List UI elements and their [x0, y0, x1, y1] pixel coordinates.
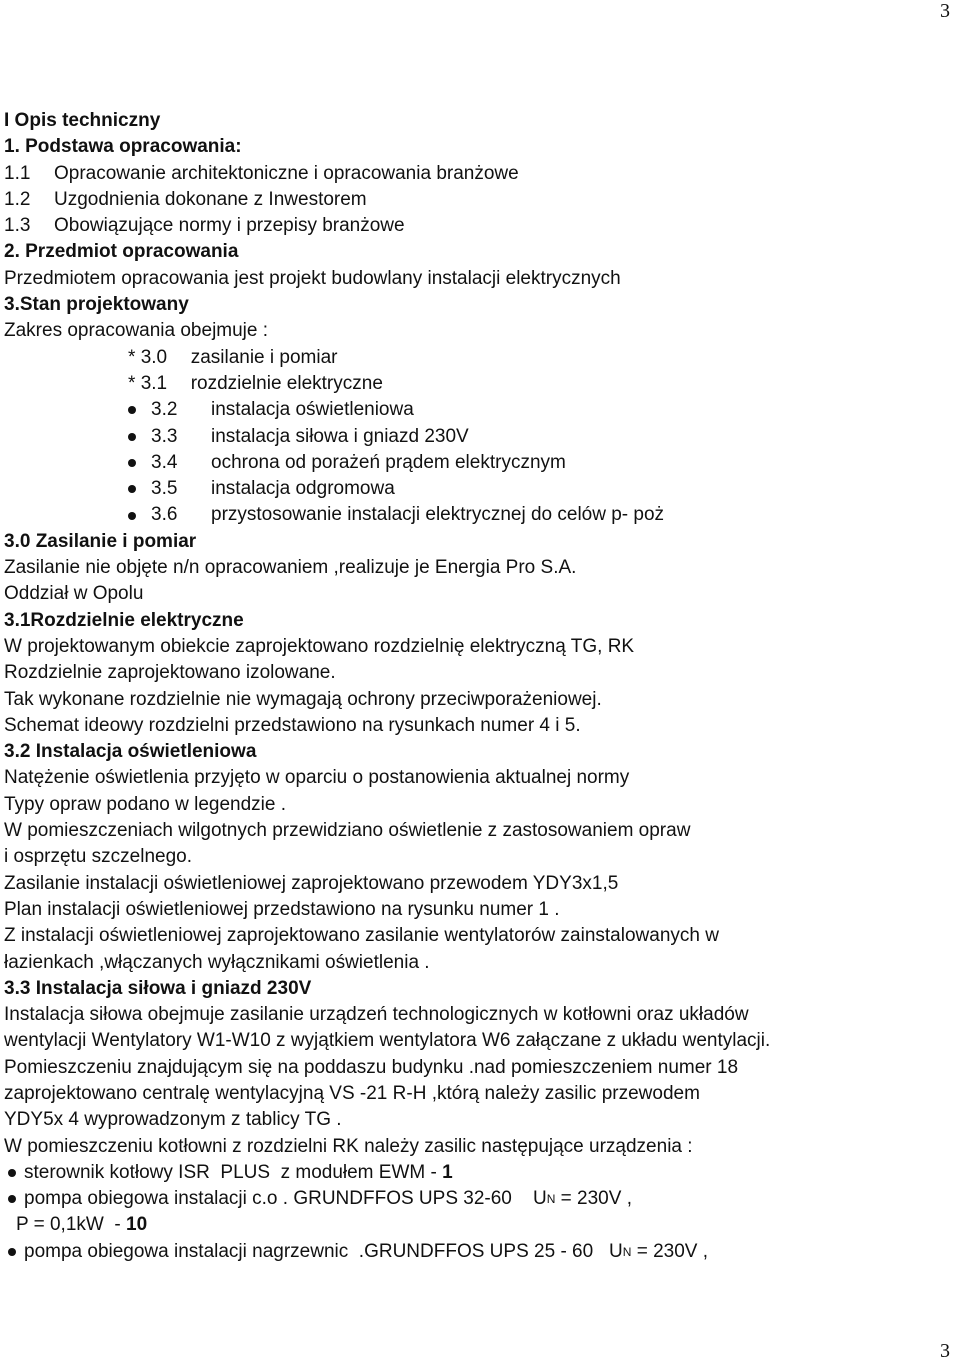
list-item: * 3.1 rozdzielnie elektryczne: [128, 372, 383, 394]
list-item: 3.5 instalacja odgromowa: [4, 476, 949, 502]
list-item-continuation: P = 0,1kW - 10: [16, 1214, 148, 1236]
list-item: 1.2 Uzgodnienia dokonane z Inwestorem: [4, 188, 367, 210]
bullet-icon: [128, 433, 136, 441]
paragraph-line: Typy opraw podano w legendzie .: [4, 793, 287, 815]
paragraph-line: Natężenie oświetlenia przyjęto w oparciu o postanowienia aktualnej normy: [4, 767, 630, 789]
bullet-icon: [8, 1195, 16, 1203]
document-body: [4, 108, 949, 1265]
paragraph-line: Schemat ideowy rozdzielni przedstawiono na rysunkach numer 4 i 5.: [4, 714, 581, 736]
bullet-icon: [128, 512, 136, 520]
list-item: 1.3 Obowiązujące normy i przepisy branżowe: [4, 215, 405, 237]
paragraph-line: Zasilanie nie objęte n/n opracowaniem ,realizuje je Energia Pro S.A.: [4, 557, 577, 579]
list-item: 3.2 instalacja oświetleniowa: [4, 397, 949, 423]
paragraph-line: Plan instalacji oświetleniowej przedstawiono na rysunku numer 1 .: [4, 898, 560, 920]
list-item: * 3.0 zasilanie i pomiar: [128, 346, 338, 368]
section-3-2-title: 3.2 Instalacja oświetleniowa: [4, 741, 257, 763]
section-3-0-title: 3.0 Zasilanie i pomiar: [4, 530, 197, 552]
paragraph-line: W pomieszczeniu kotłowni z rozdzielni RK należy zasilic następujące urządzenia :: [4, 1135, 693, 1157]
document-heading: I Opis techniczny: [4, 110, 161, 131]
bullet-icon: [8, 1169, 16, 1177]
paragraph-line: i osprzętu szczelnego.: [4, 846, 192, 868]
paragraph-line: Tak wykonane rozdzielnie nie wymagają ochrony przeciwporażeniowej.: [4, 688, 602, 710]
list-item: 1.1 Opracowanie architektoniczne i opracowania branżowe: [4, 162, 519, 184]
list-item: pompa obiegowa instalacji nagrzewnic .GRUNDFFOS UPS 25 - 60 U N = 230V ,: [4, 1239, 949, 1265]
paragraph-line: Instalacja siłowa obejmuje zasilanie urządzeń technologicznych w kotłowni oraz układów: [4, 1004, 749, 1026]
bullet-icon: [128, 459, 136, 467]
section-3-intro: Zakres opracowania obejmuje :: [4, 320, 269, 342]
bullet-icon: [128, 485, 136, 493]
paragraph-line: W projektowanym obiekcie zaprojektowano rozdzielnię elektryczną TG, RK: [4, 635, 635, 657]
list-item: sterownik kotłowy ISR PLUS z modułem EWM - 1: [4, 1160, 949, 1186]
section-2-title: 2. Przedmiot opracowania: [4, 241, 239, 263]
paragraph-line: wentylacji Wentylatory W1-W10 z wyjątkiem wentylatora W6 załączane z układu wentylacji.: [4, 1030, 771, 1052]
section-3-3-title: 3.3 Instalacja siłowa i gniazd 230V: [4, 977, 312, 999]
bullet-icon: [8, 1248, 16, 1256]
list-item: 3.6 przystosowanie instalacji elektrycznej do celów p- poż: [4, 502, 949, 528]
list-item: 3.3 instalacja siłowa i gniazd 230V: [4, 424, 949, 450]
list-item: 3.4 ochrona od porażeń prądem elektrycznym: [4, 450, 949, 476]
section-2-text: Przedmiotem opracowania jest projekt budowlany instalacji elektrycznych: [4, 267, 621, 289]
paragraph-line: Pomieszczeniu znajdującym się na poddaszu budynku .nad pomieszczeniem numer 18: [4, 1056, 739, 1078]
paragraph-line: Zasilanie instalacji oświetleniowej zaprojektowano przewodem YDY3x1,5: [4, 872, 619, 894]
paragraph-line: Oddział w Opolu: [4, 583, 144, 605]
page-number-top: 3: [940, 0, 950, 22]
list-item: pompa obiegowa instalacji c.o . GRUNDFFOS UPS 32-60 U N = 230V ,: [4, 1186, 949, 1212]
paragraph-line: Z instalacji oświetleniowej zaprojektowano zasilanie wentylatorów zainstalowanych w: [4, 925, 719, 947]
paragraph-line: łazienkach ,włączanych wyłącznikami oświetlenia .: [4, 951, 430, 973]
bullet-icon: [128, 406, 136, 414]
section-1-title: 1. Podstawa opracowania:: [4, 136, 242, 158]
paragraph-line: zaprojektowano centralę wentylacyjną VS -21 R-H ,którą należy zasilic przewodem: [4, 1082, 700, 1104]
section-3-1-title: 3.1Rozdzielnie elektryczne: [4, 609, 244, 631]
paragraph-line: Rozdzielnie zaprojektowano izolowane.: [4, 662, 336, 684]
paragraph-line: YDY5x 4 wyprowadzonym z tablicy TG .: [4, 1109, 342, 1131]
section-3-title: 3.Stan projektowany: [4, 294, 189, 316]
page-number-bottom: 3: [940, 1340, 950, 1362]
paragraph-line: W pomieszczeniach wilgotnych przewidziano oświetlenie z zastosowaniem opraw: [4, 820, 691, 842]
